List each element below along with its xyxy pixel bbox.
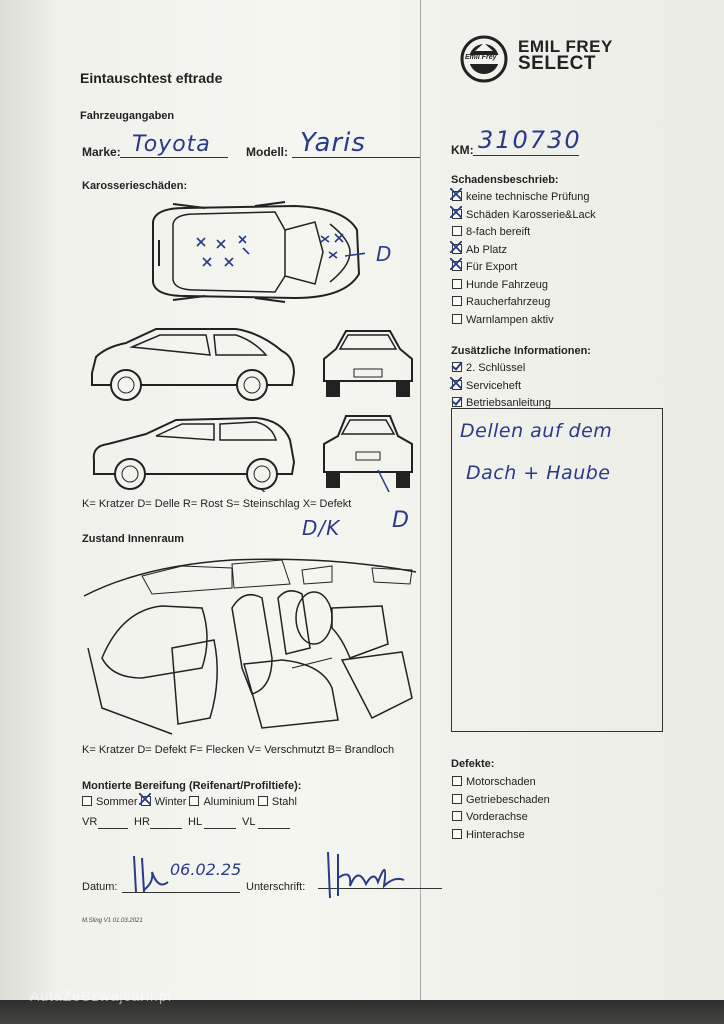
damage-mark-rear: D — [392, 508, 410, 533]
tire-checkbox-sommer[interactable] — [82, 796, 92, 806]
vehicle-section-label: Fahrzeugangaben — [80, 110, 175, 122]
damage-mark-roof: D — [376, 242, 393, 266]
damage-item-smoker[interactable]: Raucherfahrzeug — [452, 296, 596, 314]
logo-small-text: Emil Frey — [465, 54, 497, 61]
tire-option-stahl[interactable]: Stahl — [258, 796, 297, 808]
defect-item-gearbox[interactable]: Getriebeschaden — [452, 794, 550, 812]
tire-option-sommer[interactable]: Sommer — [82, 796, 138, 808]
tire-vr-field[interactable] — [98, 828, 128, 829]
handwritten-signature — [318, 846, 410, 902]
defect-item-rear-axle[interactable]: Hinterachse — [452, 829, 550, 847]
defect-item-engine[interactable]: Motorschaden — [452, 776, 550, 794]
notes-line-1: Dellen auf dem — [460, 420, 613, 442]
tire-hr-field[interactable] — [150, 828, 182, 829]
make-underline — [120, 157, 228, 158]
car-front-view-drawing — [318, 325, 418, 401]
tires-label: Montierte Bereifung (Reifenart/Profiltiefe): — [82, 780, 302, 792]
tire-vl-label: VL — [242, 816, 256, 828]
damage-item-dog-vehicle[interactable]: Hunde Fahrzeug — [452, 279, 596, 297]
logo-text-line2: SELECT — [518, 53, 596, 74]
car-top-view-drawing — [145, 200, 365, 304]
model-label: Modell: — [246, 145, 288, 159]
info-item-service-book[interactable]: Serviceheft — [452, 380, 551, 398]
tire-vr-label: VR — [82, 816, 98, 828]
watermark: AutaZeSzwajcarii.pl — [30, 988, 172, 1004]
interior-legend: K= Kratzer D= Defekt F= Flecken V= Verschmutzt B= Brandloch — [82, 744, 395, 756]
tire-hr-label: HR — [134, 816, 150, 828]
km-underline — [473, 155, 579, 156]
tire-option-aluminium[interactable]: Aluminium — [189, 796, 254, 808]
date-label: Datum: — [82, 881, 118, 893]
car-interior-drawing — [82, 548, 420, 740]
damage-item-no-inspection[interactable]: keine technische Prüfung — [452, 191, 596, 209]
damage-item-8-tires[interactable]: 8-fach bereift — [452, 226, 596, 244]
page-fold-edge — [420, 0, 421, 1010]
damage-description-label: Schadensbeschrieb: — [451, 174, 559, 186]
km-value: 310730 — [478, 126, 582, 154]
car-side-view-right-drawing — [86, 325, 300, 403]
additional-info-list — [452, 362, 551, 415]
damage-description-list — [452, 191, 596, 331]
date-initials-scribble — [128, 852, 172, 896]
car-side-view-left-drawing — [86, 412, 300, 492]
make-label: Marke: — [82, 145, 121, 159]
tire-checkbox-aluminium[interactable] — [189, 796, 199, 806]
tire-hl-label: HL — [188, 816, 203, 828]
form-title: Eintauschtest eftrade — [80, 70, 223, 86]
tire-vl-field[interactable] — [258, 828, 290, 829]
car-rear-view-drawing — [318, 410, 418, 492]
make-value: Toyota — [132, 132, 211, 157]
body-damage-legend: K= Kratzer D= Delle R= Rost S= Steinschlag X= Defekt — [82, 498, 352, 510]
notes-box[interactable] — [451, 408, 663, 732]
defects-list — [452, 776, 550, 846]
model-value: Yaris — [300, 128, 366, 158]
damage-item-export[interactable]: Für Export — [452, 261, 596, 279]
km-label: KM: — [451, 143, 474, 157]
additional-info-label: Zusätzliche Informationen: — [451, 345, 591, 357]
logo-text-line1: EMIL FREY — [518, 37, 613, 56]
interior-label: Zustand Innenraum — [82, 533, 185, 545]
defect-item-front-axle[interactable]: Vorderachse — [452, 811, 550, 829]
damage-item-body-paint[interactable]: Schäden Karosserie&Lack — [452, 209, 596, 227]
tire-checkbox-winter[interactable] — [141, 796, 151, 806]
form-code: M.Sling V1 01.03.2021 — [82, 918, 143, 924]
notes-line-2: Dach + Haube — [466, 462, 611, 484]
damage-item-ab-platz[interactable]: Ab Platz — [452, 244, 596, 262]
info-item-manual[interactable]: Betriebsanleitung — [452, 397, 551, 415]
tire-options — [82, 796, 297, 808]
defects-label: Defekte: — [451, 758, 495, 770]
tire-hl-field[interactable] — [204, 828, 236, 829]
signature-label: Unterschrift: — [246, 881, 306, 893]
damage-mark-side: D/K — [302, 516, 341, 540]
info-item-second-key[interactable]: 2. Schlüssel — [452, 362, 551, 380]
tire-option-winter[interactable]: Winter — [141, 796, 187, 808]
tire-checkbox-stahl[interactable] — [258, 796, 268, 806]
date-value: 06.02.25 — [170, 860, 242, 879]
damage-item-warning-lamps[interactable]: Warnlampen aktiv — [452, 314, 596, 332]
body-damage-label: Karosserieschäden: — [82, 180, 188, 192]
